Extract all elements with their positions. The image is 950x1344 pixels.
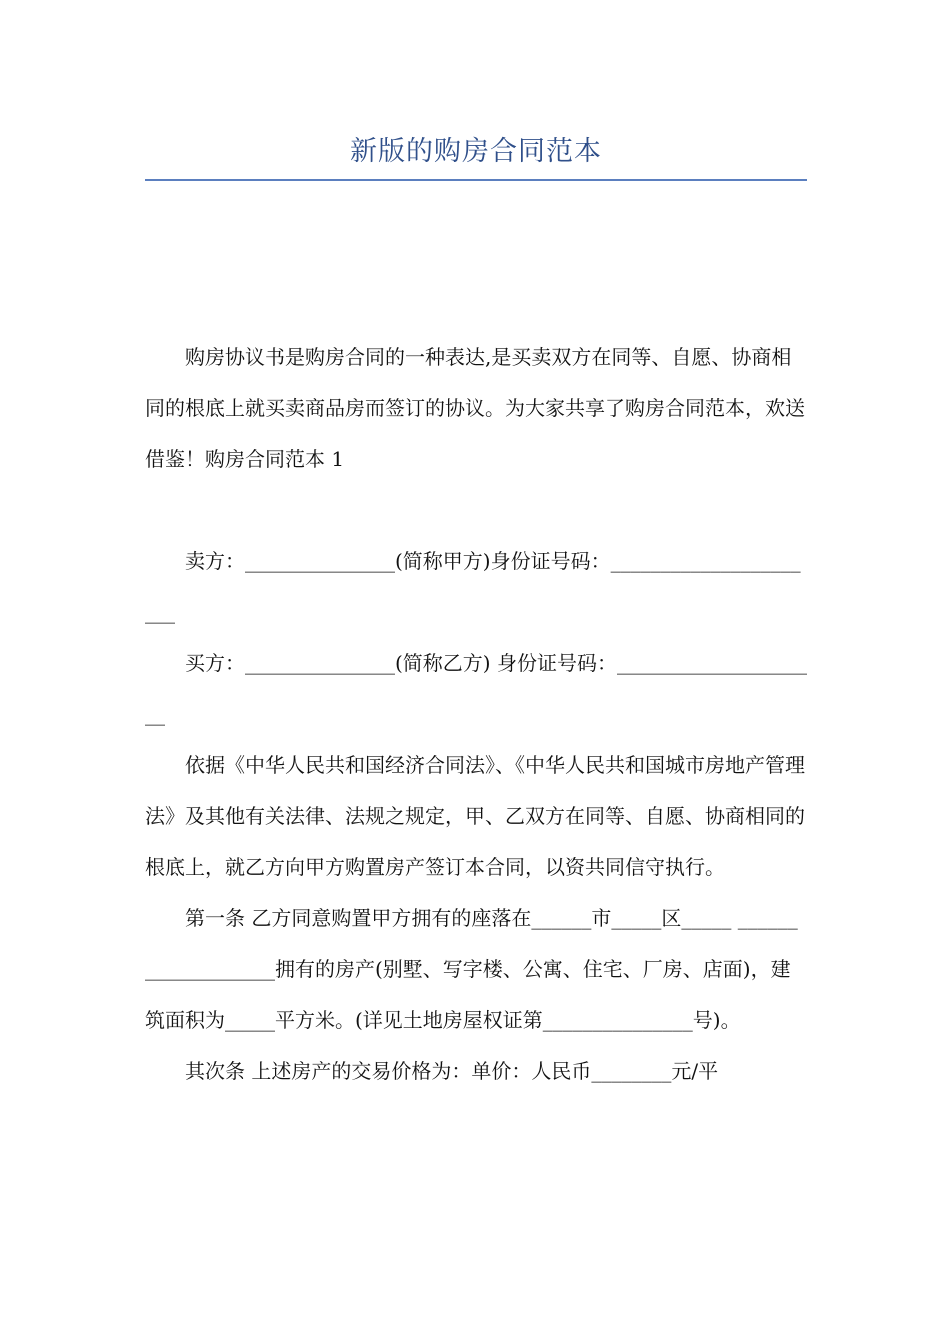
document-title: 新版的购房合同范本	[350, 136, 602, 167]
title-underline	[145, 179, 807, 181]
legal-basis-paragraph: 依据《中华人民共和国经济合同法》、《中华人民共和国城市房地产管理法》及其他有关法律、法规之规定，甲、乙双方在同等、自愿、协商相同的根底上，就乙方向甲方购置房产签订本合同，以资共同信守执行。	[145, 753, 805, 879]
paragraph-spacer	[145, 485, 807, 536]
buyer-line: 买方：_______________(简称乙方) 身份证号码：_____________________	[145, 651, 807, 726]
article-one-paragraph: 第一条 乙方同意购置甲方拥有的座落在______市_____区_____ ___________________拥有的房产(别墅、写字楼、公寓、住宅、厂房、店面)，建筑面积为_____平方米。(详见土地房屋权证第_______________号)。	[145, 906, 798, 1032]
seller-line: 卖方：_______________(简称甲方)身份证号码：______________________	[145, 549, 801, 624]
intro-paragraph: 购房协议书是购房合同的一种表达,是买卖双方在同等、自愿、协商相同的根底上就买卖商品房而签订的协议。为大家共享了购房合同范本，欢送借鉴！购房合同范本 1	[145, 345, 805, 471]
article-two-paragraph: 其次条 上述房产的交易价格为：单价：人民币________元/平	[185, 1059, 719, 1083]
document-body	[145, 332, 807, 1097]
